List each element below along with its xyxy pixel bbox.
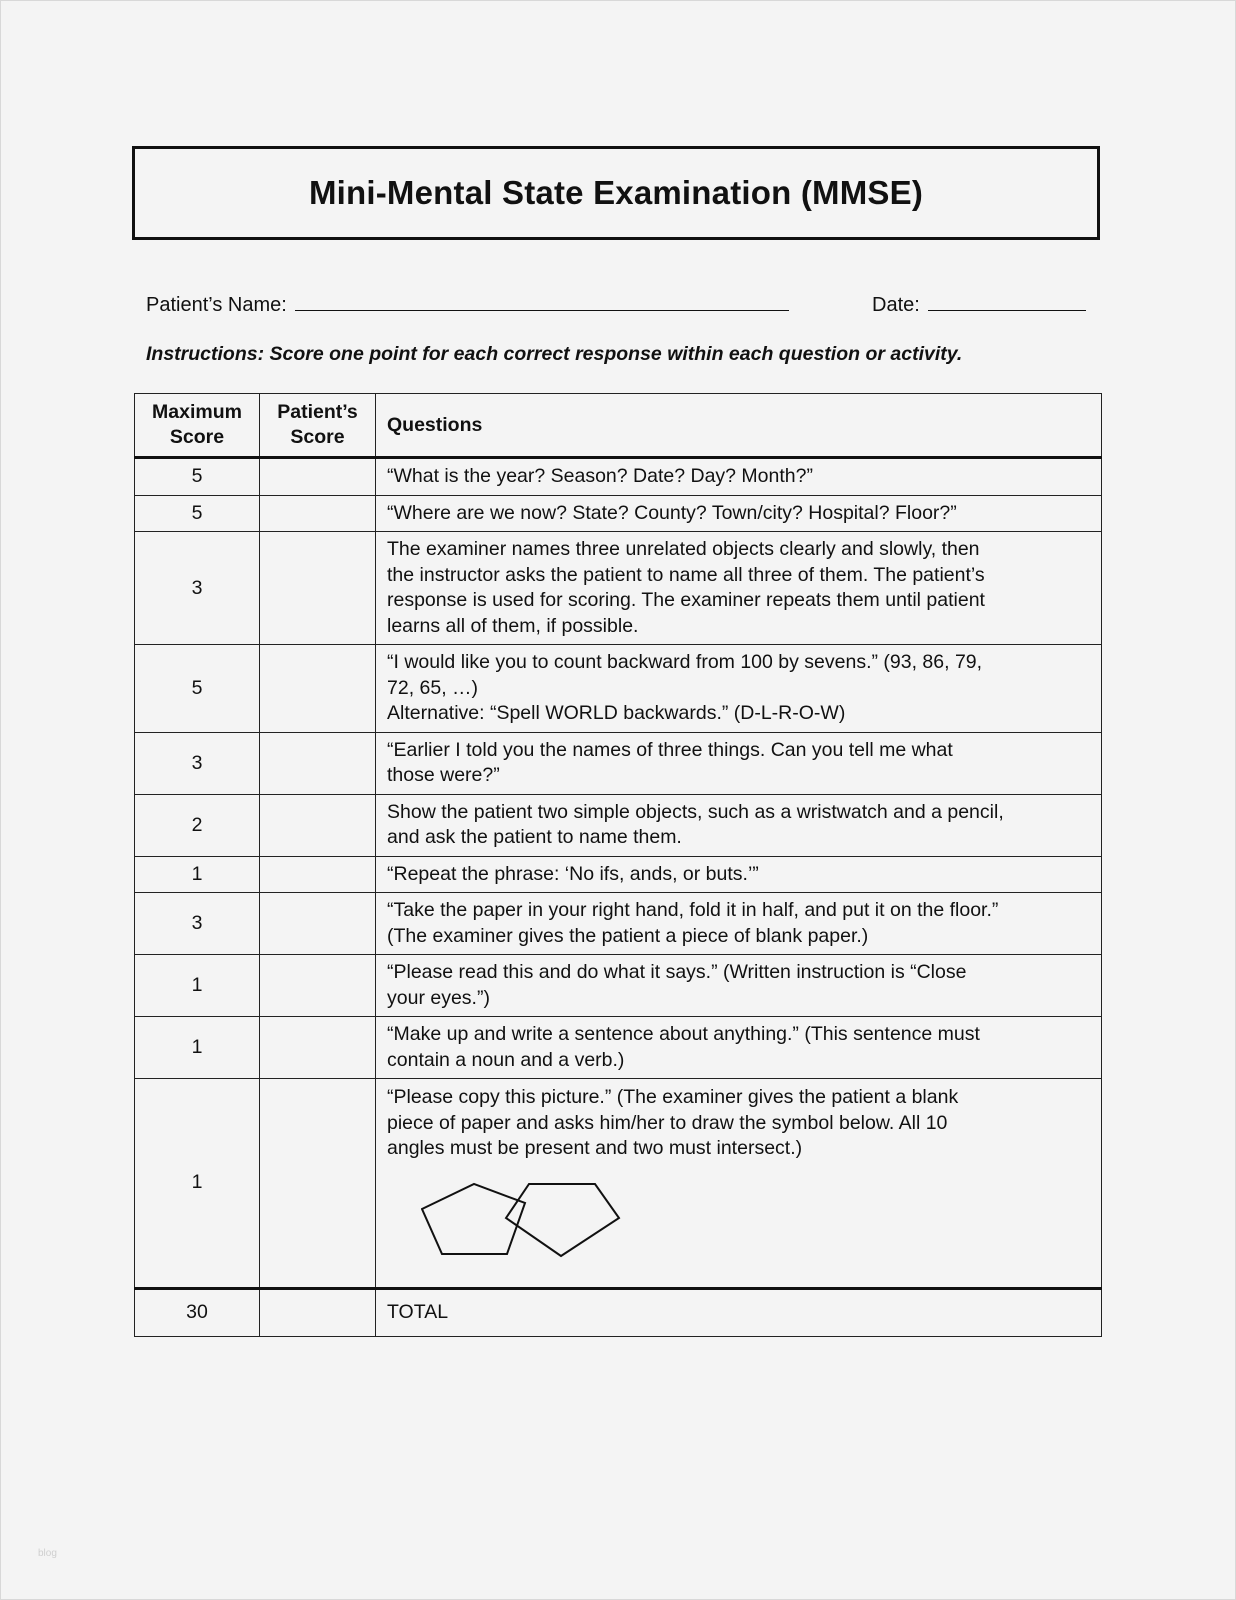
watermark: blog (38, 1548, 57, 1559)
max-score-cell: 3 (135, 732, 260, 794)
max-score-cell: 5 (135, 645, 260, 733)
question-line: The examiner names three unrelated objects clearly and slowly, then (387, 538, 980, 560)
mmse-table (134, 393, 1102, 1337)
max-score-cell: 3 (135, 893, 260, 955)
question-line: “Repeat the phrase: ‘No ifs, ands, or buts.’” (387, 862, 759, 885)
table-row (135, 458, 1102, 496)
question-cell (376, 1017, 1102, 1079)
patient-name-blank[interactable] (295, 292, 789, 311)
patient-score-cell[interactable] (260, 1079, 376, 1289)
question-cell (376, 495, 1102, 532)
total-max-score: 30 (135, 1288, 260, 1336)
patient-score-cell[interactable] (260, 955, 376, 1017)
left-pentagon (422, 1184, 525, 1254)
max-score-cell: 1 (135, 955, 260, 1017)
question-line: 72, 65, …) (387, 676, 479, 699)
max-score-cell: 2 (135, 794, 260, 856)
patient-score-cell[interactable] (260, 893, 376, 955)
question-line: learns all of them, if possible. (387, 614, 639, 637)
max-score-cell: 1 (135, 1017, 260, 1079)
question-line: your eyes.”) (387, 986, 490, 1009)
max-score-cell: 5 (135, 458, 260, 496)
question-cell (376, 955, 1102, 1017)
question-line: “What is the year? Season? Date? Day? Month?” (387, 465, 813, 487)
question-cell (376, 794, 1102, 856)
right-pentagon (506, 1184, 619, 1256)
patient-score-cell[interactable] (260, 856, 376, 893)
table-row (135, 955, 1102, 1017)
instructions: Instructions: Score one point for each correct response within each question or activity. (146, 343, 963, 365)
question-line: Alternative: “Spell WORLD backwards.” (D-L-R-O-W) (387, 702, 846, 724)
max-score-cell: 3 (135, 532, 260, 645)
question-line: “Please copy this picture.” (The examiner gives the patient a blank (387, 1086, 959, 1108)
max-score-header-line1: Maximum (152, 401, 242, 423)
table-row (135, 645, 1102, 733)
pentagons-figure (387, 1162, 1091, 1282)
total-label: TOTAL (376, 1288, 1102, 1336)
max-score-header-line2: Score (169, 426, 225, 448)
patient-score-cell[interactable] (260, 495, 376, 532)
table-header-row (135, 394, 1102, 458)
question-line: contain a noun and a verb.) (387, 1048, 625, 1071)
question-line: “I would like you to count backward from 100 by sevens.” (93, 86, 79, (387, 651, 983, 673)
table-row (135, 794, 1102, 856)
table-row (135, 732, 1102, 794)
question-cell (376, 732, 1102, 794)
table-row (135, 1079, 1102, 1289)
question-cell (376, 1079, 1102, 1289)
date-blank[interactable] (928, 292, 1086, 311)
questions-header: Questions (376, 394, 1102, 458)
question-line: “Make up and write a sentence about anything.” (This sentence must (387, 1023, 980, 1045)
patient-score-cell[interactable] (260, 1017, 376, 1079)
table-row (135, 893, 1102, 955)
table-body (135, 458, 1102, 1289)
total-row (135, 1288, 1102, 1336)
max-score-cell: 1 (135, 856, 260, 893)
max-score-cell: 5 (135, 495, 260, 532)
patient-score-cell[interactable] (260, 645, 376, 733)
patient-score-header-line2: Score (290, 426, 345, 448)
question-line: “Take the paper in your right hand, fold it in half, and put it on the floor.” (387, 899, 999, 921)
question-line: angles must be present and two must intersect.) (387, 1137, 803, 1159)
patient-name-label: Patient’s Name: (146, 294, 287, 316)
question-line: piece of paper and asks him/her to draw the symbol below. All 10 (387, 1111, 948, 1134)
patient-score-cell[interactable] (260, 732, 376, 794)
question-line: “Where are we now? State? County? Town/city? Hospital? Floor?” (387, 501, 957, 524)
question-cell (376, 532, 1102, 645)
patient-score-cell[interactable] (260, 458, 376, 496)
patient-name-field[interactable] (146, 292, 789, 317)
patient-score-cell[interactable] (260, 532, 376, 645)
patient-score-cell[interactable] (260, 794, 376, 856)
question-line: (The examiner gives the patient a piece of blank paper.) (387, 924, 869, 947)
patient-score-header-line1: Patient’s (277, 401, 358, 423)
question-line: and ask the patient to name them. (387, 826, 682, 848)
table-row (135, 532, 1102, 645)
question-line: the instructor asks the patient to name all three of them. The patient’s (387, 563, 985, 586)
question-cell (376, 645, 1102, 733)
page-title: Mini-Mental State Examination (MMSE) (308, 174, 924, 211)
question-line: Show the patient two simple objects, such as a wristwatch and a pencil, (387, 800, 1004, 823)
max-score-cell: 1 (135, 1079, 260, 1289)
table-row (135, 1017, 1102, 1079)
patient-score-header (260, 394, 376, 458)
question-line: response is used for scoring. The examiner repeats them until patient (387, 589, 985, 611)
question-cell (376, 893, 1102, 955)
question-line: those were?” (387, 764, 500, 786)
total-patient-score-cell[interactable] (260, 1288, 376, 1336)
question-cell (376, 856, 1102, 893)
title-box (132, 146, 1100, 240)
date-field[interactable] (872, 292, 1086, 317)
date-label: Date: (872, 294, 920, 316)
intersecting-pentagons-icon (421, 1172, 631, 1262)
max-score-header (135, 394, 260, 458)
question-cell (376, 458, 1102, 496)
table-row (135, 495, 1102, 532)
question-line: “Please read this and do what it says.” (Written instruction is “Close (387, 961, 967, 983)
table-row (135, 856, 1102, 893)
question-line: “Earlier I told you the names of three things. Can you tell me what (387, 738, 953, 761)
